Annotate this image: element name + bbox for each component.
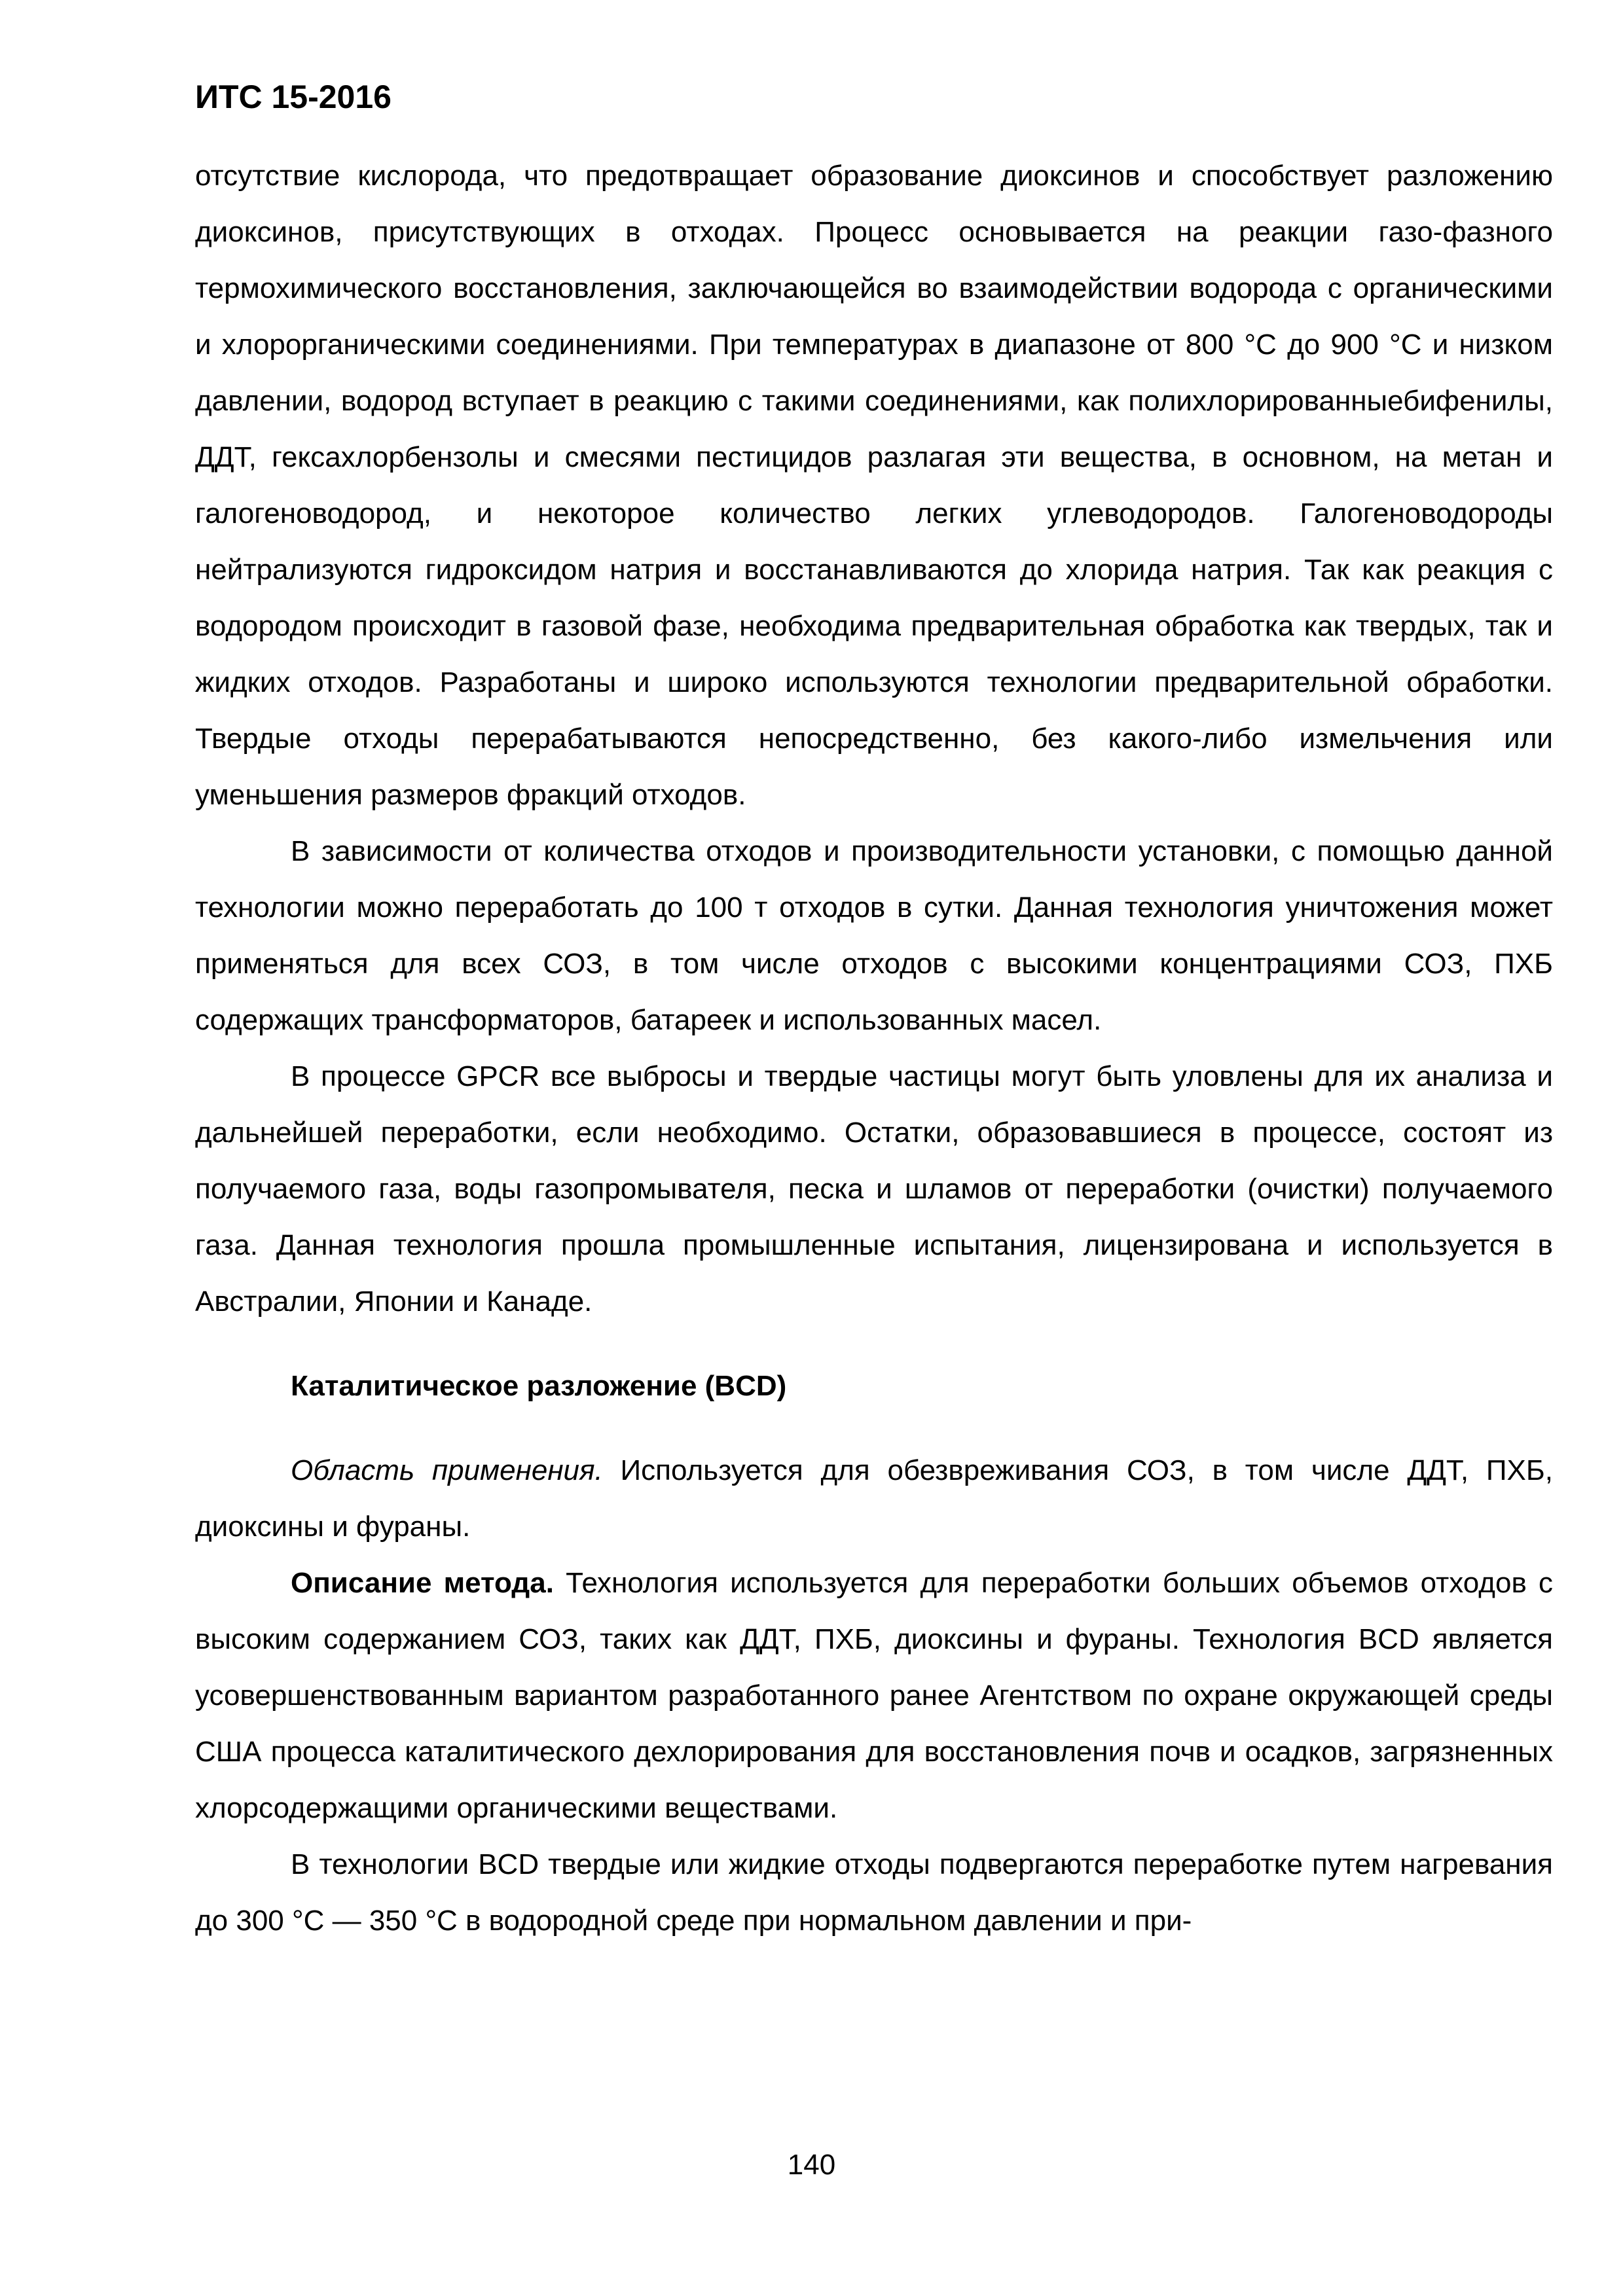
paragraph-bcd-scope — [195, 1443, 1553, 1555]
scope-text: Используется для обезвреживания СОЗ, в том числе ДДТ, ПХБ, диоксины и фураны. — [195, 1454, 1553, 1543]
document-body — [195, 148, 1553, 1949]
document-code-header: ИТС 15-2016 — [195, 79, 392, 115]
paragraph-gpcr-emissions: В процессе GPCR все выбросы и твердые частицы могут быть уловлены для их анализа и дальнейшей переработки, если необходимо. Остатки, образовавшиеся в процессе, состоят из получаемого газа, воды газопромывателя, песка и шламов от переработки (очистки) получаемого газа. Данная технология прошла промышленные испытания, лицензирована и используется в Австралии, Японии и Канаде. — [195, 1060, 1553, 1318]
description-lead-label: Описание метода. — [291, 1567, 554, 1599]
paragraph-bcd-heating: В технологии BCD твердые или жидкие отходы подвергаются переработке путем нагревания до 300 °С — 350 °С в водородной среде при нормальном давлении и при- — [195, 1848, 1553, 1937]
description-text: Технология используется для переработки больших объемов отходов с высоким содержанием СОЗ, таких как ДДТ, ПХБ, диоксины и фураны. Технология BCD является усовершенствованным вариантом разработанного ранее Агентством по охране окружающей среды США процесса каталитического дехлорирования для восстановления почв и осадков, загрязненных хлорсодержащими органическими веществами. — [195, 1567, 1554, 1824]
paragraph-gpcr-process: отсутствие кислорода, что предотвращает образование диоксинов и способствует разложению диоксинов, присутствующих в отходах. Процесс основывается на реакции газо-фазного термохимического восстановления, заключающейся во взаимодействии водорода с органическими и хлорорганическими соединениями. При температурах в диапазоне от 800 °С до 900 °С и низком давлении, водород вступает в реакцию с такими соединениями, как полихлорированныебифенилы, ДДТ, гексахлорбензолы и смесями пестицидов разлагая эти вещества, в основном, на метан и галогеноводород, и некоторое количество легких углеводородов. Галогеноводороды нейтрализуются гидроксидом натрия и восстанавливаются до хлорида натрия. Так как реакция с водородом происходит в газовой фазе, необходима предварительная обработка как твердых, так и жидких отходов. Разработаны и широко используются технологии предварительной обработки. Твердые отходы перерабатываются непосредственно, без какого-либо измельчения или уменьшения размеров фракций отходов. — [195, 160, 1553, 811]
scope-lead-label: Область применения. — [291, 1454, 603, 1486]
section-heading-bcd: Каталитическое разложение (BCD) — [291, 1370, 787, 1402]
page-number: 140 — [787, 2149, 836, 2181]
paragraph-bcd-description — [195, 1555, 1553, 1837]
paragraph-gpcr-capacity: В зависимости от количества отходов и производительности установки, с помощью данной технологии можно переработать до 100 т отходов в сутки. Данная технология уничтожения может применяться для всех СОЗ, в том числе отходов с высокими концентрациями СОЗ, ПХБ содержащих трансформаторов, батареек и использованных масел. — [195, 835, 1553, 1036]
